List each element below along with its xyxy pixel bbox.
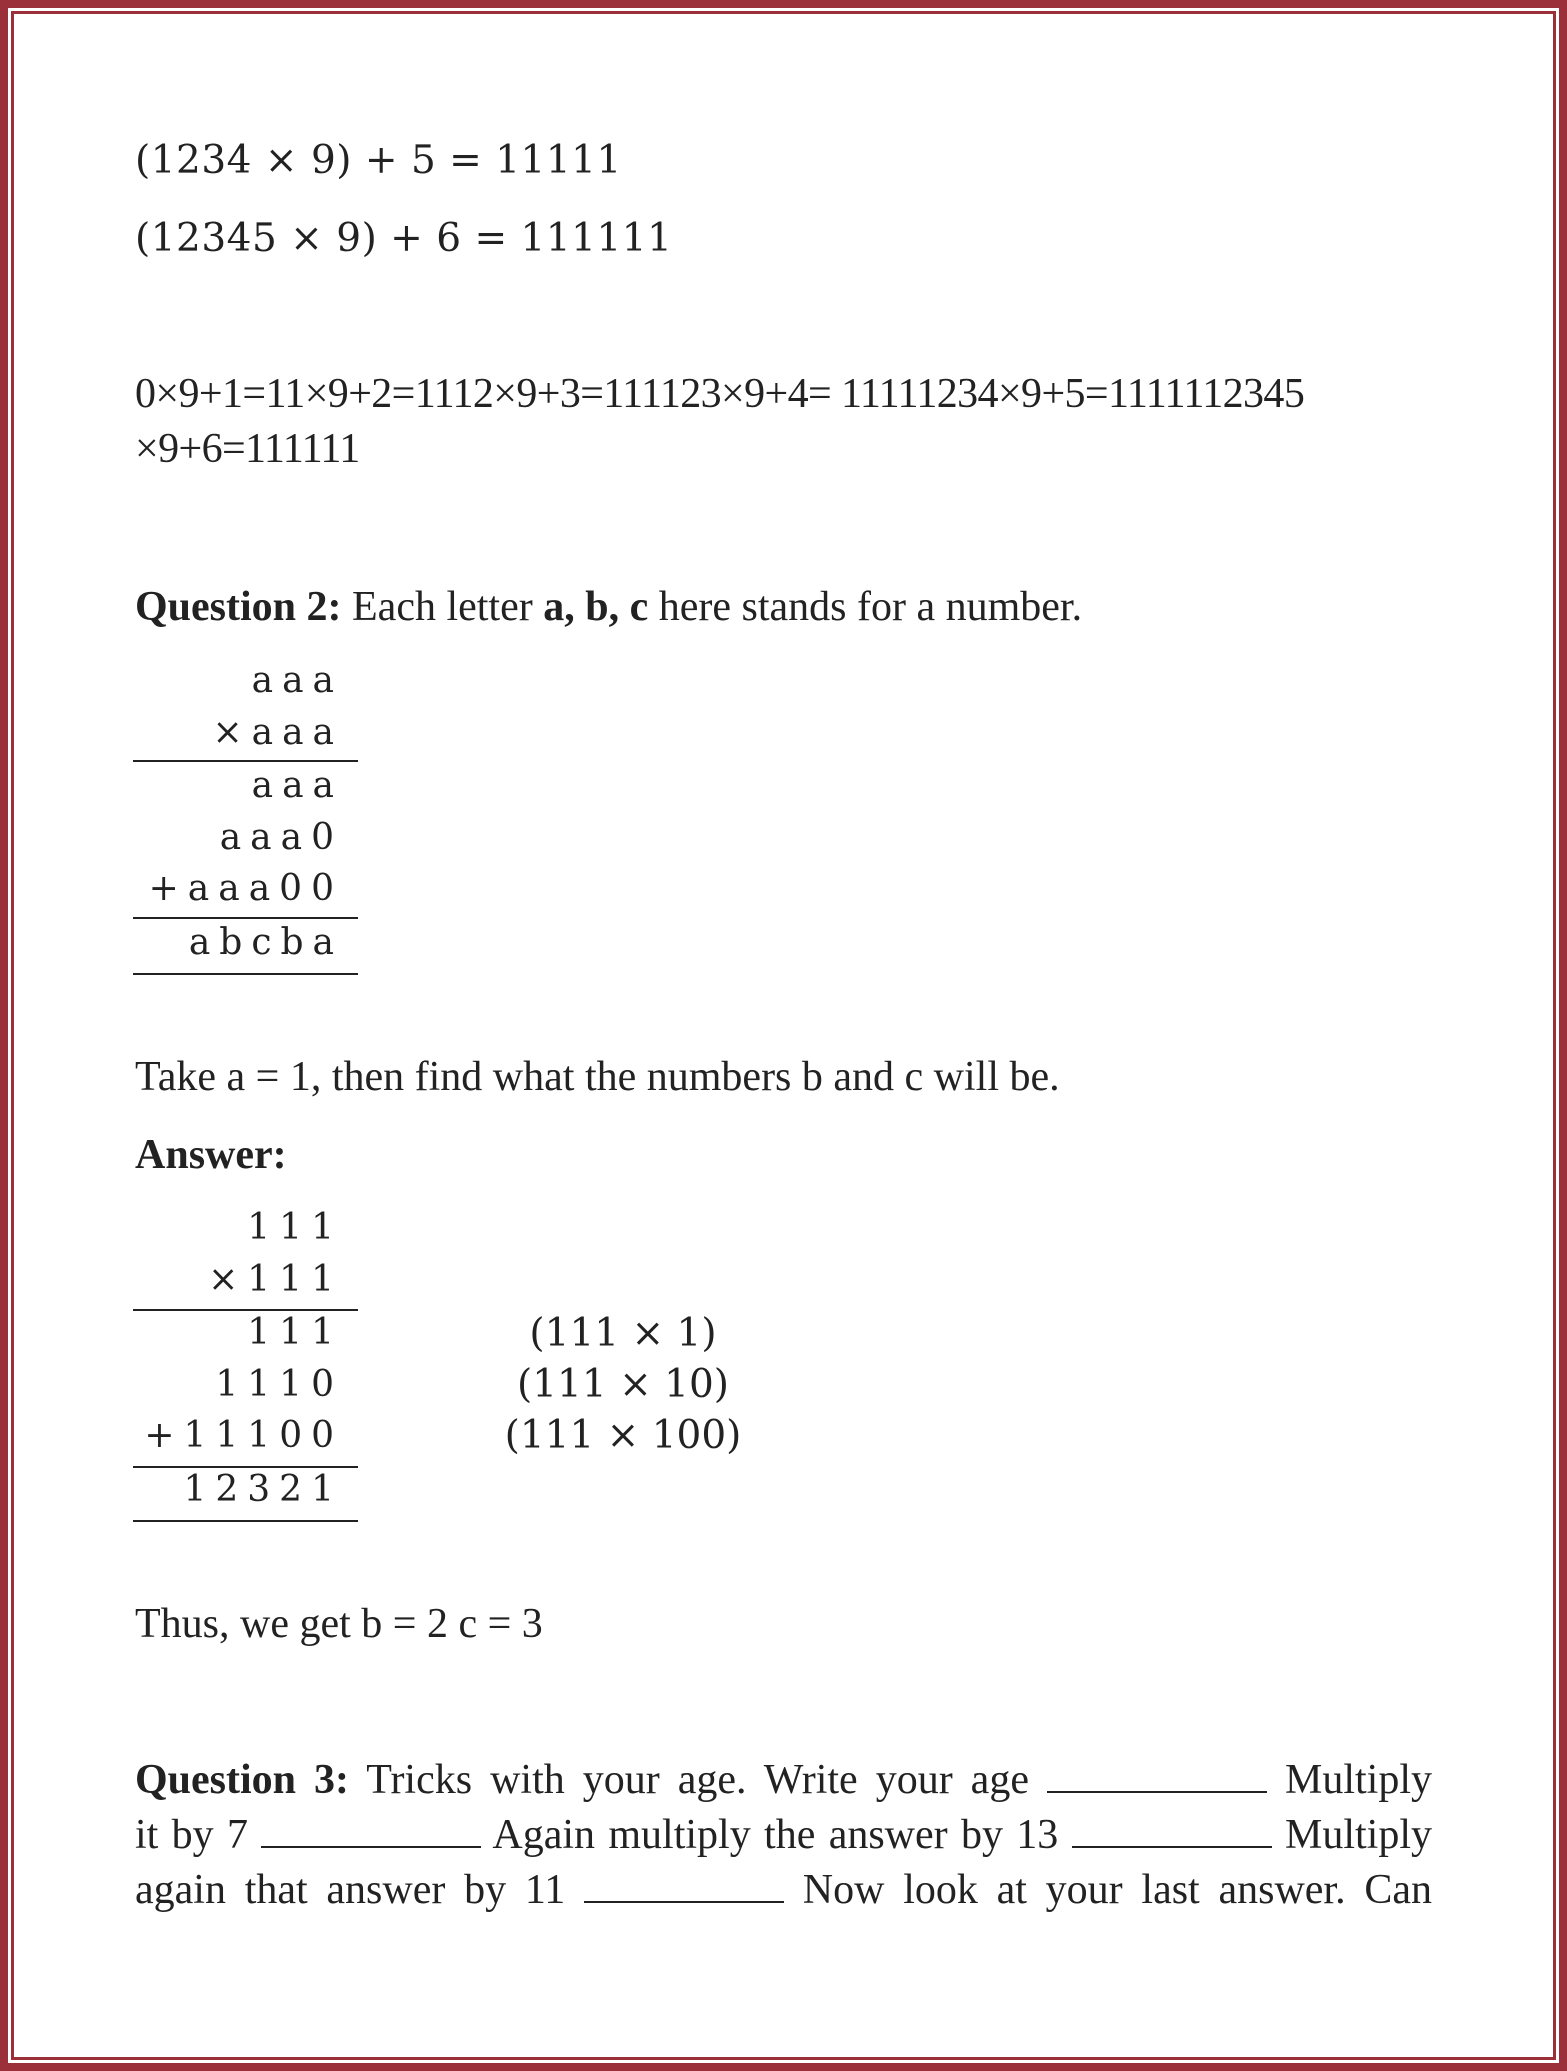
question-3-line-1-end: Multiply xyxy=(1284,1757,1432,1803)
question-3-line-3-end: Now look at your last answer. Can xyxy=(802,1867,1432,1913)
problem-partial-1: aaa xyxy=(251,765,343,806)
times-7-blank[interactable] xyxy=(261,1816,481,1848)
problem-rule-1 xyxy=(133,760,358,762)
answer-conclusion: Thus, we get b = 2 c = 3 xyxy=(135,1601,543,1647)
question-2-text-post: here stands for a number. xyxy=(648,584,1083,630)
answer-partial-1: 111 xyxy=(247,1312,343,1353)
answer-partial-3: +11100 xyxy=(144,1415,343,1456)
answer-partial-2: 1110 xyxy=(215,1364,343,1405)
question-2-heading xyxy=(135,583,1082,631)
answer-rule-1 xyxy=(133,1309,358,1311)
problem-partial-3: +aaa00 xyxy=(148,868,343,909)
answer-multiplier: ×111 xyxy=(208,1259,343,1300)
problem-rule-3 xyxy=(133,973,358,975)
question-3-line-3 xyxy=(135,1863,1432,1918)
equation-1234: (1234 × 9) + 5 = 11111 xyxy=(135,138,622,183)
question-3-line-3-start: again that answer by 11 xyxy=(135,1867,566,1913)
problem-rule-2 xyxy=(133,917,358,919)
question-3-line-2-start: it by 7 xyxy=(135,1812,249,1858)
question-3-line-2-mid: Again multiply the answer by 13 xyxy=(492,1812,1059,1858)
question-3-label: Question 3: xyxy=(135,1757,350,1803)
question-3-line-2 xyxy=(135,1808,1432,1863)
answer-label-text: Answer: xyxy=(135,1132,287,1178)
equation-chain-line-1: 0×9+1=11×9+2=1112×9+3=111123×9+4= 11111234×9+5=1111112345 xyxy=(135,371,1305,417)
equation-12345: (12345 × 9) + 6 = 111111 xyxy=(135,216,673,261)
age-blank[interactable] xyxy=(1047,1761,1267,1793)
answer-rule-2 xyxy=(133,1466,358,1468)
answer-annotation-2: (111 × 10) xyxy=(517,1362,729,1407)
problem-multiplicand: aaa xyxy=(251,660,343,701)
problem-multiplication xyxy=(133,660,358,980)
problem-multiplier: ×aaa xyxy=(212,712,343,753)
answer-result: 12321 xyxy=(183,1469,343,1510)
problem-partial-2: aaa0 xyxy=(219,817,343,858)
answer-label xyxy=(135,1131,287,1179)
answer-rule-3 xyxy=(133,1520,358,1522)
answer-multiplicand: 111 xyxy=(247,1207,343,1248)
question-2-text-pre: Each letter xyxy=(341,584,544,630)
equation-chain-line-2: ×9+6=111111 xyxy=(135,426,360,472)
question-3-line-1-text: Tricks with your age. Write your age xyxy=(366,1757,1029,1803)
question-2-instruction: Take a = 1, then find what the numbers b and c will be. xyxy=(135,1054,1060,1100)
times-13-blank[interactable] xyxy=(1072,1816,1272,1848)
problem-result: abcba xyxy=(188,922,343,963)
question-3-line-1 xyxy=(135,1753,1432,1808)
question-3-paragraph xyxy=(135,1753,1432,1918)
question-3-line-2-end: Multiply xyxy=(1285,1812,1433,1858)
times-11-blank[interactable] xyxy=(584,1871,784,1903)
answer-annotation-3: (111 × 100) xyxy=(504,1413,742,1458)
answer-multiplication xyxy=(133,1207,742,1527)
answer-annotation-1: (111 × 1) xyxy=(529,1311,717,1356)
question-2-label: Question 2: xyxy=(135,584,342,630)
question-2-letters: a, b, c xyxy=(543,584,649,630)
